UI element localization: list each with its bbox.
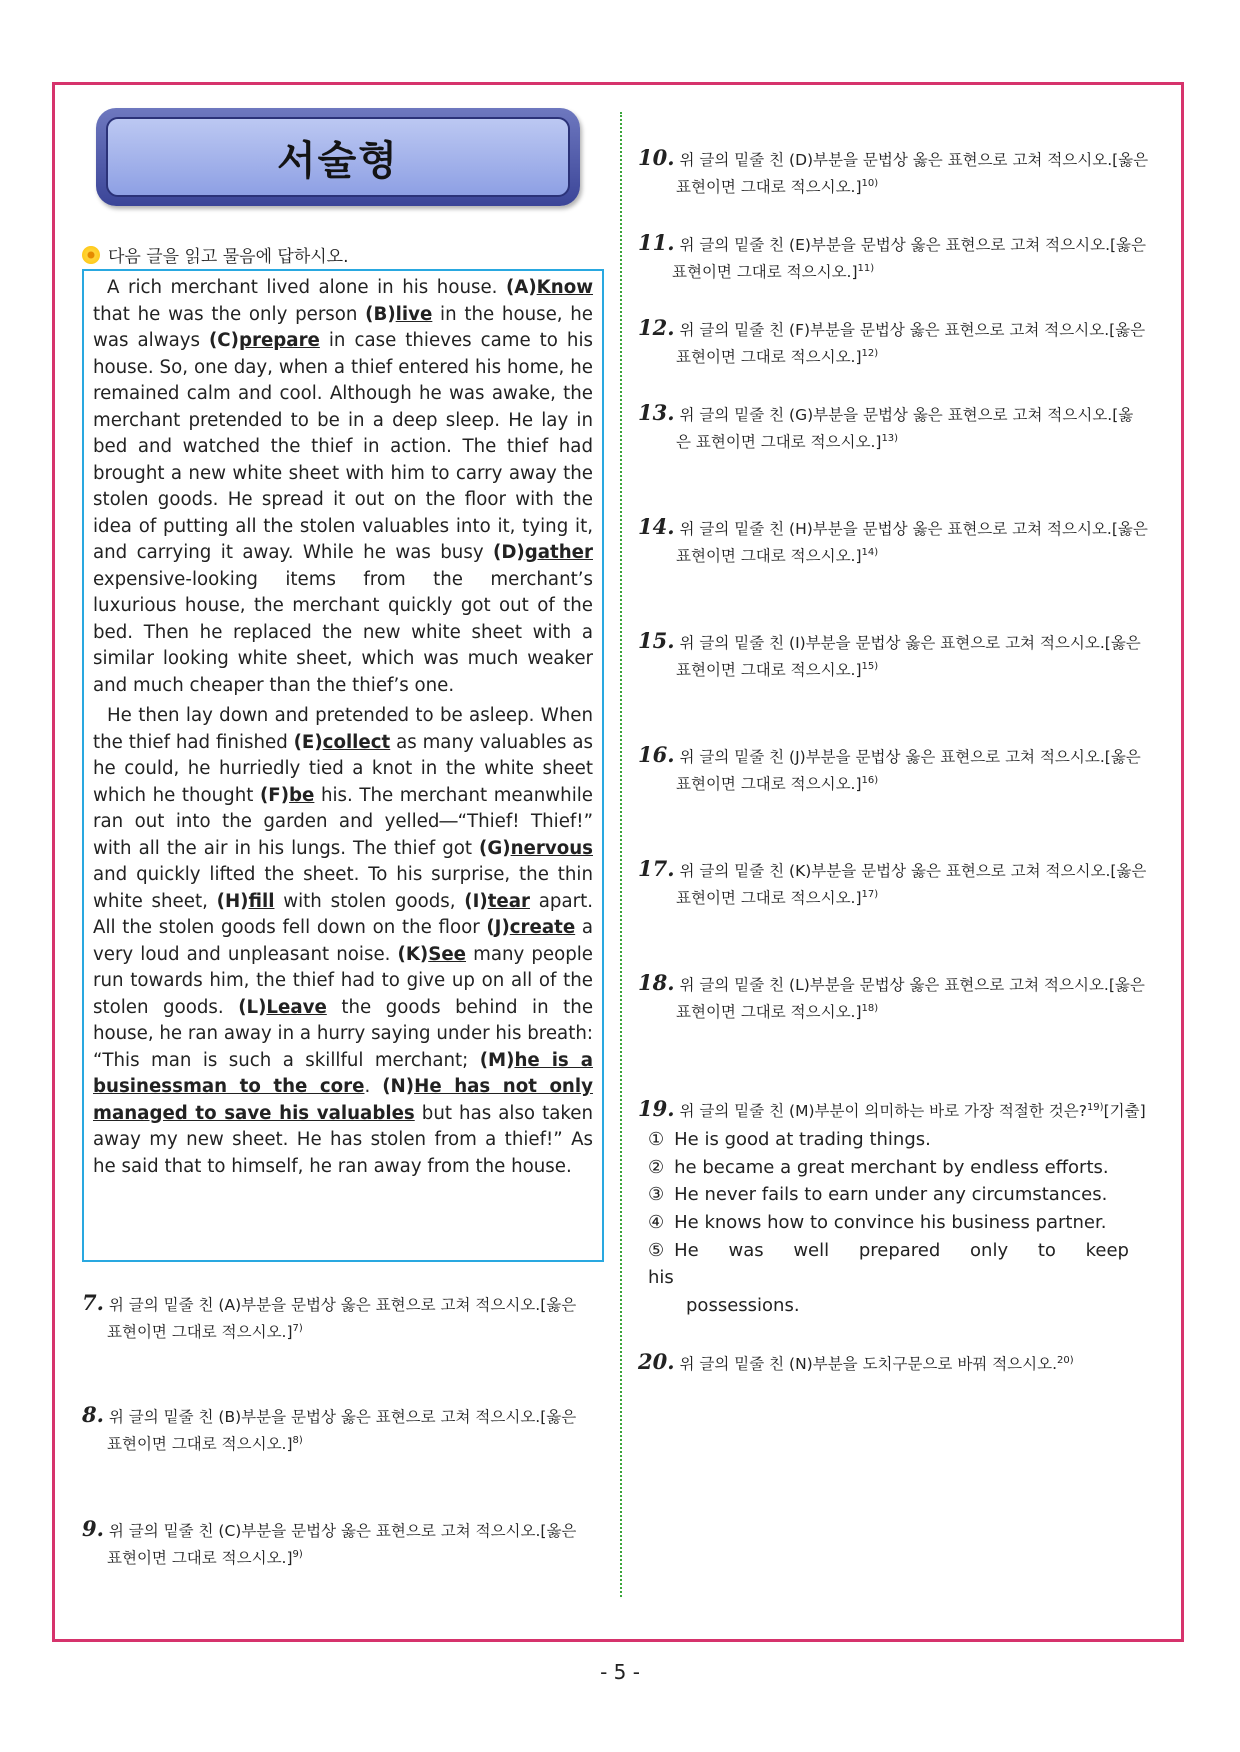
question-number: 10. <box>638 145 675 170</box>
question-number: 16. <box>638 742 675 767</box>
underlined-word: create <box>509 917 576 938</box>
question-7: 7. 위 글의 밑줄 친 (A)부분을 문법상 옳은 표현으로 고쳐 적으시오.[옳은 표현이면 그대로 적으시오.]$^{7)}$ <box>82 1290 577 1342</box>
instruction <box>82 242 349 267</box>
page-number: - 5 - <box>600 1660 640 1684</box>
question-12: 12. 위 글의 밑줄 친 (F)부분을 문법상 옳은 표현으로 고쳐 적으시오.[옳은 표현이면 그대로 적으시오.]$^{12)}$ <box>638 315 1146 367</box>
question-18: 18. 위 글의 밑줄 친 (L)부분을 문법상 옳은 표현으로 고쳐 적으시오.[옳은 표현이면 그대로 적으시오.]$^{18)}$ <box>638 970 1145 1022</box>
underlined-word: See <box>428 943 467 965</box>
footnote-ref: 11) <box>857 263 875 274</box>
underlined-word: Leave <box>266 996 327 1018</box>
option-4[interactable]: ④ He knows how to convince his business partner. <box>648 1211 1107 1233</box>
underlined-word: prepare <box>238 330 320 351</box>
question-11: 11. 위 글의 밑줄 친 (E)부분을 문법상 옳은 표현으로 고쳐 적으시오.[옳은 표현이면 그대로 적으시오.]$^{11)}$ <box>638 230 1146 282</box>
question-number: 12. <box>638 315 675 340</box>
question-14: 14. 위 글의 밑줄 친 (H)부분을 문법상 옳은 표현으로 고쳐 적으시오.[옳은 표현이면 그대로 적으시오.]$^{14)}$ <box>638 514 1148 566</box>
footnote-ref: 15) <box>861 661 879 672</box>
section-banner <box>96 108 580 206</box>
footnote-ref: 7) <box>292 1323 303 1334</box>
underlined-word: nervous <box>510 837 593 859</box>
question-number: 14. <box>638 514 675 539</box>
question-number: 7. <box>82 1290 104 1315</box>
question-number: 19. <box>638 1096 675 1122</box>
question-number: 9. <box>82 1516 104 1541</box>
question-9: 9. 위 글의 밑줄 친 (C)부분을 문법상 옳은 표현으로 고쳐 적으시오.[옳은 표현이면 그대로 적으시오.]$^{9)}$ <box>82 1516 577 1568</box>
underlined-word: collect <box>322 731 391 753</box>
footnote-ref: 19) <box>1086 1102 1104 1113</box>
footnote-ref: 16) <box>861 775 879 786</box>
question-16: 16. 위 글의 밑줄 친 (J)부분을 문법상 옳은 표현으로 고쳐 적으시오.[옳은 표현이면 그대로 적으시오.]$^{16)}$ <box>638 742 1141 794</box>
passage-paragraph-1: A rich merchant lived alone in his house. (A)Know that he was the only person (B)live in the house, he was always (C)prepare in case thieves came to his house. So, one day, when a thief entered his home, he remained calm and cool. Although he was awake, the merchant pretended to be in a deep sleep. He lay in bed and watched the thief in action. The thief had brought a new white sheet with him to carry away the stolen goods. He spread it out on the floor with the idea of putting all the stolen valuables into it, tying it, and carrying it away. While he was busy (D)gather expensive-looking items from the merchant’s luxurious house, the merchant quickly got out of the bed. Then he replaced the new white sheet with a similar looking white sheet, which was much weaker and much cheaper than the thief’s one. <box>93 277 593 696</box>
flower-bullet-icon <box>82 246 100 264</box>
option-1[interactable]: ① He is good at trading things. <box>648 1129 931 1151</box>
underlined-word: Know <box>536 277 593 298</box>
footnote-ref: 13) <box>881 433 899 444</box>
footnote-ref: 12) <box>861 348 879 359</box>
question-15: 15. 위 글의 밑줄 친 (I)부분을 문법상 옳은 표현으로 고쳐 적으시오.[옳은 표현이면 그대로 적으시오.]$^{15)}$ <box>638 628 1141 680</box>
underlined-phrase: He has not only managed to save his valuables <box>93 1076 593 1124</box>
footnote-ref: 14) <box>861 547 879 558</box>
question-13: 13. 위 글의 밑줄 친 (G)부분을 문법상 옳은 표현으로 고쳐 적으시오.[옳 은 표현이면 그대로 적으시오.]$^{13)}$ <box>638 400 1134 452</box>
footnote-ref: 20) <box>1057 1355 1074 1366</box>
question-number: 11. <box>638 230 675 255</box>
question-number: 17. <box>638 856 675 881</box>
footnote-ref: 9) <box>292 1549 303 1560</box>
section-banner-inner <box>106 117 570 197</box>
reading-passage <box>82 269 604 1262</box>
question-19: 19. 위 글의 밑줄 친 (M)부분이 의미하는 바로 가장 적절한 것은?$^{19)}$[기출] ① He is good at trading things. ② he became a great merchant by endless efforts. ③ He never fails to earn under any circumstances. ④ He knows how to convince his business partner. ⑤ He was well prepared only to keep his possessions. <box>638 1096 1168 1319</box>
footnote-ref: 10) <box>861 178 879 189</box>
question-number: 15. <box>638 628 675 653</box>
question-number: 20. <box>638 1349 675 1375</box>
option-2[interactable]: ② he became a great merchant by endless efforts. <box>648 1156 1109 1178</box>
question-17: 17. 위 글의 밑줄 친 (K)부분을 문법상 옳은 표현으로 고쳐 적으시오.[옳은 표현이면 그대로 적으시오.]$^{17)}$ <box>638 856 1147 908</box>
instruction-text: 다음 글을 읽고 물음에 답하시오. <box>108 247 349 267</box>
answer-options <box>638 1126 1168 1319</box>
underlined-phrase: he is a businessman to the core <box>93 1049 593 1097</box>
underlined-word: gather <box>524 542 593 563</box>
question-number: 13. <box>638 400 675 425</box>
source-tag: [기출] <box>1103 1102 1146 1121</box>
question-10: 10. 위 글의 밑줄 친 (D)부분을 문법상 옳은 표현으로 고쳐 적으시오.[옳은 표현이면 그대로 적으시오.]$^{10)}$ <box>638 145 1149 197</box>
underlined-word: tear <box>487 890 530 912</box>
question-number: 18. <box>638 970 675 995</box>
underlined-word: fill <box>248 890 275 912</box>
underlined-word: be <box>289 784 315 806</box>
footnote-ref: 18) <box>861 1003 879 1014</box>
footnote-ref: 17) <box>861 889 879 900</box>
passage-paragraph-2: He then lay down and pretended to be asleep. When the thief had finished (E)collect as many valuables as he could, he hurriedly tied a knot in the white sheet which he thought (F)be his. The merchant meanwhile ran out into the garden and yelled―“Thief! Thief!” with all the air in his lungs. The thief got (G)nervous and quickly lifted the sheet. To his surprise, the thin white sheet, (H)fill with stolen goods, (I)tear apart. All the stolen goods fell down on the floor (J)create a very loud and unpleasant noise. (K)See many people run towards him, the thief had to give up on all of the stolen goods. (L)Leave the goods behind in the house, he ran away in a hurry saying under his breath: “This man is such a skillful merchant; (M)he is a businessman to the core. (N)He has not only managed to save his valuables but has also taken away my new sheet. He has stolen from a thief!” As he said that to himself, he ran away from the house. <box>93 705 594 1177</box>
underlined-word: live <box>395 303 433 325</box>
column-divider <box>620 112 622 1597</box>
question-20: 20. 위 글의 밑줄 친 (N)부분을 도치구문으로 바꿔 적으시오.$^{20)}$ <box>638 1349 1074 1375</box>
option-5[interactable]: ⑤ He was well prepared only to keep his possessions. <box>648 1239 1129 1316</box>
question-number: 8. <box>82 1402 104 1427</box>
option-3[interactable]: ③ He never fails to earn under any circumstances. <box>648 1184 1108 1206</box>
section-title: 서술형 <box>277 137 399 184</box>
footnote-ref: 8) <box>292 1435 303 1446</box>
question-8: 8. 위 글의 밑줄 친 (B)부분을 문법상 옳은 표현으로 고쳐 적으시오.[옳은 표현이면 그대로 적으시오.]$^{8)}$ <box>82 1402 577 1454</box>
